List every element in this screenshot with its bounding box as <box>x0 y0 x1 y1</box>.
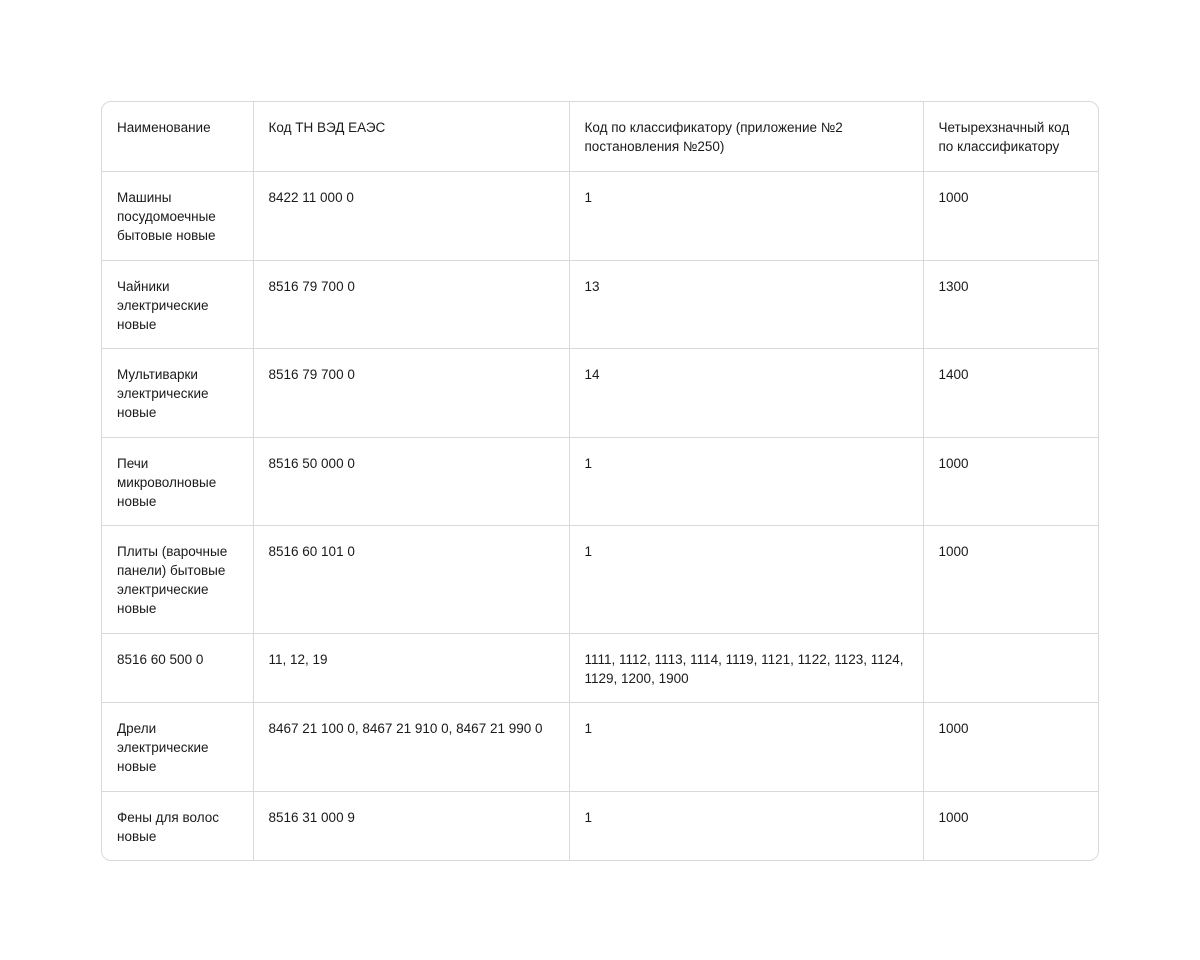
cell-name: Фены для волос новые <box>102 791 253 860</box>
cell-four-digit-code <box>923 633 1099 702</box>
header-classifier-code: Код по классификатору (приложение №2 постановления №250) <box>569 102 923 171</box>
cell-classifier-code: 1111, 1112, 1113, 1114, 1119, 1121, 1122, 1123, 1124, 1129, 1200, 1900 <box>569 633 923 702</box>
table-row <box>102 791 1099 860</box>
cell-classifier-code: 13 <box>569 260 923 348</box>
cell-four-digit-code: 1300 <box>923 260 1099 348</box>
table-row <box>102 633 1099 702</box>
table-header-row <box>102 102 1099 171</box>
cell-classifier-code: 1 <box>569 791 923 860</box>
cell-classifier-code: 1 <box>569 702 923 791</box>
cell-four-digit-code: 1000 <box>923 171 1099 260</box>
cell-tn-ved-code: 8516 50 000 0 <box>253 437 569 525</box>
cell-classifier-code: 14 <box>569 348 923 437</box>
cell-four-digit-code: 1000 <box>938 809 969 825</box>
table-row <box>102 702 1099 791</box>
cell-tn-ved-code: 11, 12, 19 <box>253 633 569 702</box>
cell-four-digit-code: 1000 <box>923 525 1099 633</box>
data-table <box>102 102 1099 860</box>
cell-tn-ved-code: 8516 60 101 0 <box>253 525 569 633</box>
table-row <box>102 260 1099 348</box>
cell-name: Дрели электрические новые <box>102 702 253 791</box>
cell-four-digit-code: 1000 <box>923 702 1099 791</box>
product-code-table <box>101 101 1099 861</box>
cell-classifier-code: 1 <box>569 525 923 633</box>
cell-name: Машины посудомоечные бытовые новые <box>102 171 253 260</box>
header-tn-ved-code: Код ТН ВЭД ЕАЭС <box>253 102 569 171</box>
cell-classifier-code: 1 <box>569 171 923 260</box>
table-row <box>102 437 1099 525</box>
header-name: Наименование <box>102 102 253 171</box>
cell-tn-ved-code: 8516 31 000 9 <box>253 791 569 860</box>
cell-four-digit-code: 1400 <box>923 348 1099 437</box>
cell-name: Мультиварки электрические новые <box>102 348 253 437</box>
table-row <box>102 525 1099 633</box>
cell-classifier-code: 1 <box>569 437 923 525</box>
cell-tn-ved-code: 8516 79 700 0 <box>253 348 569 437</box>
table-row <box>102 348 1099 437</box>
cell-tn-ved-code: 8516 79 700 0 <box>253 260 569 348</box>
cell-name: Плиты (варочные панели) бытовые электрические новые <box>102 525 253 633</box>
header-four-digit-code: Четырехзначный код по классификатору <box>923 102 1099 171</box>
table-row <box>102 171 1099 260</box>
cell-four-digit-code: 1000 <box>923 437 1099 525</box>
cell-tn-ved-code: 8467 21 100 0, 8467 21 910 0, 8467 21 990 0 <box>253 702 569 791</box>
cell-name: Чайники электрические новые <box>102 260 253 348</box>
cell-tn-ved-code: 8422 11 000 0 <box>253 171 569 260</box>
cell-name: Печи микроволновые новые <box>102 437 253 525</box>
cell-name: 8516 60 500 0 <box>102 633 253 702</box>
